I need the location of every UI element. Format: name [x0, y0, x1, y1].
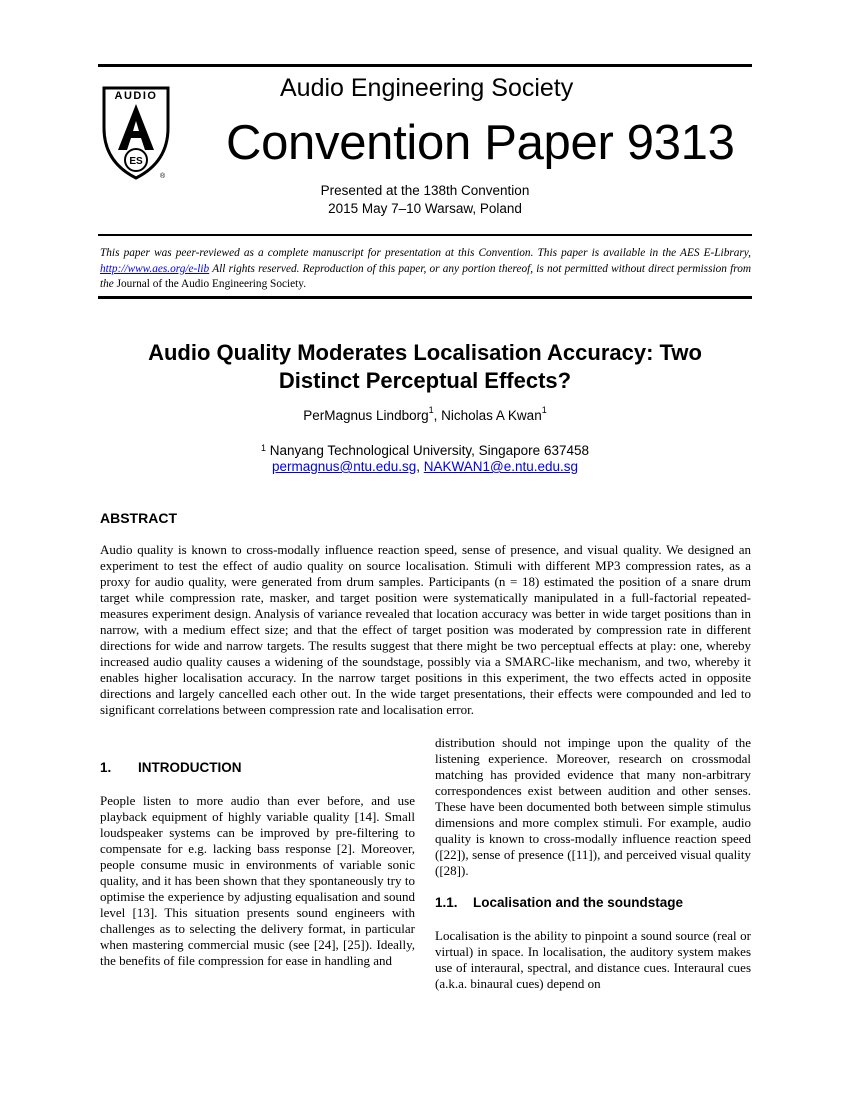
intro-paragraph-text: People listen to more audio than ever before, and use playback equipment of highly variable quality [14]. Small loudspeaker systems can be improved by pre-filtering to compensate for e.g. lacking bass response [2]. Moreover, people consume music in environments of variable sonic quality, and it has been shown that they spontaneously try to optimise the experience by adjusting equalisation and sound level [13]. This situation presents sound engineers with challenges as to selecting the delivery format, in particular when mastering commercial music (see [24], [25]). Ideally, the benefits of file compression for ease in handling and	[100, 793, 415, 968]
peer-review-notice	[100, 246, 751, 293]
abstract-text: Audio quality is known to cross-modally influence reaction speed, sense of presence, and visual quality. We designed an experiment to test the effect of audio quality on source localisation. Stimuli with different MP3 compression rates, as a proxy for audio quality, were generated from drum samples. Participants (n = 18) estimated the position of a snare drum target while compression rate, masker, and target position were systematically manipulated in a full-factorial repeated-measures experiment design. Analysis of variance revealed that location accuracy was better in wide target positions than in narrow, with a medium effect size; and that the effect of target position was moderated by compression rate in different directions for wide and narrow targets. The results suggest that there might be two perceptual effects at play: one, whereby increased audio quality causes a widening of the soundstage, possibly via a SMARC-like mechanism, and two, whereby it enables higher localisation accuracy. In the narrow target positions in this experiment, the two effects acted in opposite directions and largely cancelled each other out. In the wide target presentations, their effects were compounded and led to significant correlations between compression rate and localisation error.	[100, 542, 751, 717]
affiliation-text: Nanyang Technological University, Singapore 637458	[269, 443, 589, 458]
subsection-paragraph	[435, 928, 751, 992]
journal-name: Journal of the Audio Engineering Society.	[116, 278, 307, 290]
email-link-1[interactable]: permagnus@ntu.edu.sg	[271, 459, 417, 474]
convention-paper-title: Convention Paper 9313	[226, 116, 735, 170]
subsection-text: Localisation is the ability to pinpoint a sound source (real or virtual) in space. In localisation, the auditory system makes use of interaural, spectral, and distance cues. Interaural cues (a.k.a. binaural cues) depend on	[435, 928, 751, 991]
right-column-continuation	[435, 735, 751, 879]
affiliation-block	[98, 443, 752, 475]
logo-registered-mark: ®	[160, 173, 166, 180]
logo-bottom-text: ES	[129, 156, 143, 167]
aes-shield-logo-icon	[100, 84, 172, 182]
logo-top-text: AUDIO	[114, 90, 158, 102]
subsection-number: 1.1.	[435, 895, 458, 910]
affiliation-mark: 1	[261, 443, 267, 453]
article-title	[98, 339, 752, 395]
presented-line-2: 2015 May 7–10 Warsaw, Poland	[328, 201, 522, 216]
section-title: INTRODUCTION	[138, 760, 242, 775]
email-separator: ,	[416, 459, 424, 474]
continuation-text: distribution should not impinge upon the quality of the listening experience. Moreover, research on crossmodal matching has provided evidence that many non-arbitrary correspondences exist between audition and other senses. These have been documented both between simple stimulus dimensions and more complex stimuli. For example, audio quality is known to cross-modally influence reaction speed ([22]), sense of presence ([11]), and perceived visual quality ([28]).	[435, 735, 751, 878]
society-name: Audio Engineering Society	[280, 74, 574, 102]
subsection-title: Localisation and the soundstage	[473, 895, 684, 910]
review-text-1: This paper was peer-reviewed as a complete manuscript for presentation at this Convention. This paper is available in the AES E-Library,	[100, 247, 751, 259]
author-1-affil-mark: 1	[428, 405, 434, 415]
author-2: Nicholas A Kwan	[441, 408, 542, 423]
abstract-heading: ABSTRACT	[100, 510, 177, 526]
review-text-2: All rights reserved. Reproduction of this paper, or any portion thereof, is not permitted without direct permission from the	[100, 262, 752, 290]
introduction-paragraph	[100, 793, 415, 969]
top-rule	[98, 64, 752, 67]
notice-bottom-rule	[98, 296, 752, 299]
introduction-heading	[100, 760, 242, 775]
email-link-2[interactable]: NAKWAN1@e.ntu.edu.sg	[423, 459, 579, 474]
author-2-affil-mark: 1	[541, 405, 547, 415]
author-separator: ,	[433, 408, 442, 423]
elibrary-link[interactable]: http://www.aes.org/e-lib	[100, 262, 210, 275]
subsection-heading	[435, 895, 683, 910]
title-line-2: Distinct Perceptual Effects?	[278, 368, 572, 393]
title-line-1: Audio Quality Moderates Localisation Accuracy: Two	[148, 340, 702, 365]
section-number: 1.	[100, 760, 112, 775]
presented-line-1: Presented at the 138th Convention	[320, 183, 530, 198]
header-divider	[98, 234, 752, 236]
author-list	[98, 405, 752, 423]
author-1: PerMagnus Lindborg	[303, 408, 429, 423]
